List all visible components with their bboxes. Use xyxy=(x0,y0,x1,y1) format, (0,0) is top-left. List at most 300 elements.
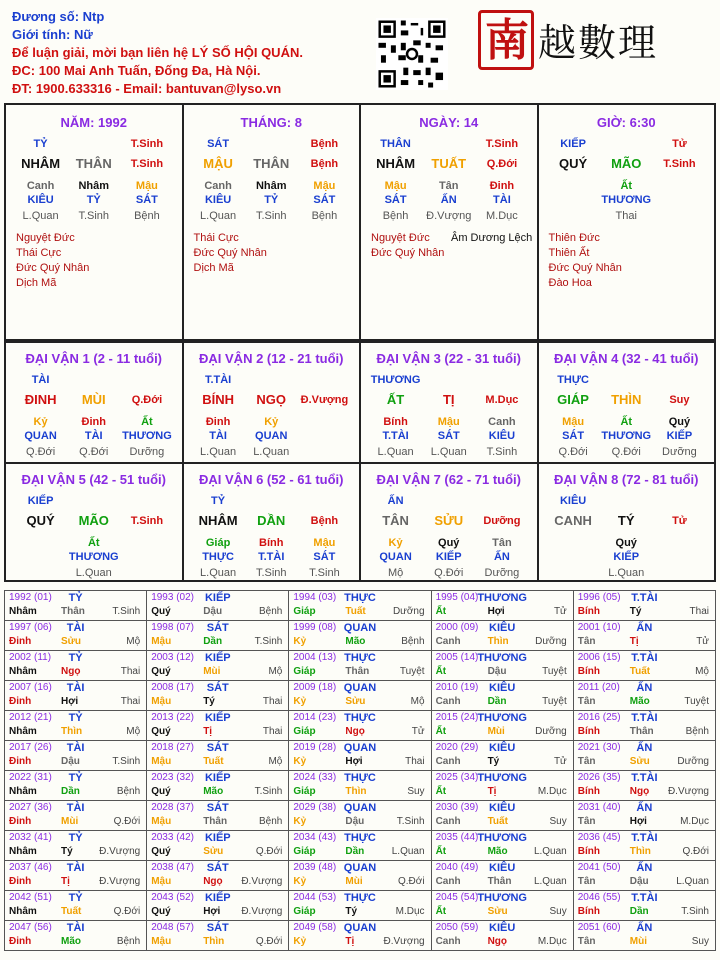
cell: T.TÀI xyxy=(258,551,285,563)
column-title: THÁNG: 8 xyxy=(240,115,302,130)
year-star: THỰC xyxy=(344,652,376,664)
row-r3 xyxy=(192,415,352,429)
year-label: 2028 (37) xyxy=(151,802,194,813)
year-stem: Giáp xyxy=(293,906,316,917)
year-phase: Q.Đới xyxy=(113,816,141,827)
star-item: Dịch Mã xyxy=(193,262,234,274)
year-branch: Mùi xyxy=(203,666,221,677)
year-branch: Dậu xyxy=(345,816,365,827)
cell: THÂN xyxy=(253,156,290,171)
cell: Suy xyxy=(669,394,690,406)
year-cell xyxy=(147,921,289,951)
year-branch: Sửu xyxy=(203,846,224,857)
year-star: T.TÀI xyxy=(631,712,658,724)
yearly-luck-table xyxy=(4,590,716,951)
address-line: ĐC: 100 Mai Anh Tuấn, Đống Đa, Hà Nội. xyxy=(12,63,261,78)
year-star: KIẾP xyxy=(204,892,231,904)
column-title: ĐẠI VẬN 6 (52 - 61 tuổi) xyxy=(199,472,344,487)
year-branch: Dần xyxy=(203,636,223,647)
year-stem: Mậu xyxy=(151,756,172,767)
year-branch: Mùi xyxy=(345,876,363,887)
row-r1 xyxy=(192,373,352,387)
year-phase: Đ.Vượng xyxy=(383,936,425,947)
dai-van-column xyxy=(539,464,715,580)
year-stem: Ất xyxy=(435,726,447,737)
year-phase: Mộ xyxy=(695,666,709,677)
cell xyxy=(653,209,706,223)
star-item: Dịch Mã xyxy=(16,277,57,289)
year-branch: Sửu xyxy=(487,906,508,917)
year-label: 2036 (45) xyxy=(577,832,621,843)
cell: ẤN xyxy=(387,495,404,507)
cell: L.Quan xyxy=(430,446,467,458)
year-cell xyxy=(5,801,147,831)
cell xyxy=(298,429,351,443)
year-stem: Bính xyxy=(577,846,600,857)
year-star: KIÊU xyxy=(489,682,516,694)
year-phase: Q.Đới xyxy=(255,846,283,857)
dai-van-column xyxy=(361,343,539,462)
year-label: 2022 (31) xyxy=(9,772,52,783)
year-star: THƯƠNG xyxy=(477,652,527,664)
year-phase: Thai xyxy=(262,696,283,707)
qr-code-icon[interactable] xyxy=(376,18,448,90)
year-cell xyxy=(147,711,289,741)
year-label: 2009 (18) xyxy=(293,682,337,693)
year-branch: Thân xyxy=(203,816,228,827)
cell: TỶ xyxy=(264,194,279,206)
year-branch: Mùi xyxy=(61,816,79,827)
cell: KIÊU xyxy=(204,194,232,206)
year-branch: Mão xyxy=(203,786,224,797)
year-label: 2011 (20) xyxy=(577,682,620,693)
column-title: ĐẠI VẬN 1 (2 - 11 tuổi) xyxy=(25,351,163,366)
cell: L.Quan xyxy=(377,446,414,458)
cell xyxy=(653,550,706,564)
year-branch: Sửu xyxy=(61,636,82,647)
cell: Kỷ xyxy=(264,416,279,428)
cell: THƯƠNG xyxy=(68,551,119,563)
year-label: 2027 (36) xyxy=(9,802,52,813)
row-r4 xyxy=(369,550,529,564)
dai-van-column xyxy=(6,464,184,580)
year-stem: Bính xyxy=(577,666,600,677)
cell xyxy=(120,566,173,580)
pillar-column xyxy=(539,105,715,339)
year-label: 2002 (11) xyxy=(9,652,52,663)
year-label: 2029 (38) xyxy=(293,802,337,813)
year-cell xyxy=(573,681,715,711)
row-r1 xyxy=(547,373,707,387)
year-stem: Đinh xyxy=(9,816,32,827)
cell xyxy=(547,193,600,207)
year-branch: Tị xyxy=(203,726,213,737)
year-star: QUAN xyxy=(343,742,377,754)
star-item: Thái Cực xyxy=(16,247,62,259)
cell xyxy=(547,550,600,564)
cell: TỊ xyxy=(442,392,455,407)
cell xyxy=(298,445,351,459)
year-phase: Bệnh xyxy=(685,726,709,737)
cell: Q.Đới xyxy=(558,446,588,458)
year-stem: Mậu xyxy=(151,816,172,827)
year-stem: Canh xyxy=(435,636,461,647)
row-r1 xyxy=(14,494,174,508)
year-stem: Quý xyxy=(151,906,171,917)
year-star: TÀI xyxy=(66,682,85,694)
cell: TỶ xyxy=(86,194,101,206)
year-label: 2032 (41) xyxy=(9,832,52,843)
row-r5 xyxy=(369,209,529,223)
year-star: TỶ xyxy=(68,772,83,784)
year-branch: Hợi xyxy=(487,606,505,617)
cell: L.Quan xyxy=(253,446,290,458)
cell: KIẾP xyxy=(27,495,54,507)
year-phase: Dưỡng xyxy=(392,606,425,617)
cell: Đ.Vượng xyxy=(300,394,349,406)
cell: T.Sinh xyxy=(130,158,164,170)
cell: L.Quan xyxy=(22,210,59,222)
year-phase: T.Sinh xyxy=(254,636,283,647)
cell: M.Dục xyxy=(486,210,518,222)
cell: M.Dục xyxy=(485,394,519,406)
year-star: THỰC xyxy=(344,592,376,604)
table-row xyxy=(5,651,716,681)
cell: Bệnh xyxy=(310,515,339,527)
year-branch: Hợi xyxy=(61,696,79,707)
year-star: SÁT xyxy=(206,622,229,634)
table-row xyxy=(5,741,716,771)
cell: TÂN xyxy=(382,513,409,528)
year-phase: T.Sinh xyxy=(681,906,709,917)
year-stem: Canh xyxy=(435,876,461,887)
year-label: 1993 (02) xyxy=(151,592,194,603)
year-star: KIẾP xyxy=(204,592,231,604)
row-r2 xyxy=(547,514,707,528)
row-r2 xyxy=(14,393,174,407)
year-stem: Nhâm xyxy=(9,906,37,917)
year-star: THƯƠNG xyxy=(477,772,527,784)
column-title: ĐẠI VẬN 3 (22 - 31 tuổi) xyxy=(376,351,521,366)
table-row xyxy=(5,621,716,651)
year-label: 2037 (46) xyxy=(9,862,52,873)
year-star: KIẾP xyxy=(204,712,231,724)
year-cell xyxy=(5,681,147,711)
year-stem: Quý xyxy=(151,786,171,797)
year-star: TÀI xyxy=(66,802,85,814)
year-stem: Giáp xyxy=(293,786,316,797)
year-stem: Nhâm xyxy=(9,606,37,617)
cell xyxy=(245,137,298,151)
year-star: SÁT xyxy=(206,922,229,934)
cell xyxy=(653,373,706,387)
year-cell xyxy=(289,801,431,831)
cell: T.Sinh xyxy=(130,138,164,150)
cell: NGỌ xyxy=(256,392,287,407)
cell: Nhâm xyxy=(78,180,110,192)
year-cell xyxy=(573,831,715,861)
cell: Quý xyxy=(668,416,691,428)
stars-list xyxy=(549,231,622,291)
year-stem: Mậu xyxy=(151,696,172,707)
cell: TÀI xyxy=(493,194,511,206)
row-r2 xyxy=(192,393,352,407)
year-cell xyxy=(431,591,573,621)
year-star: KIÊU xyxy=(489,742,516,754)
year-cell xyxy=(147,741,289,771)
year-cell xyxy=(5,831,147,861)
year-cell xyxy=(573,801,715,831)
year-branch: Tuất xyxy=(629,666,651,677)
year-phase: Q.Đới xyxy=(682,846,709,857)
cell: T.Sinh xyxy=(309,567,340,579)
row-r4 xyxy=(369,429,529,443)
year-branch: Mùi xyxy=(629,936,647,947)
cell xyxy=(120,550,173,564)
row-r1 xyxy=(369,373,529,387)
year-label: 2051 (60) xyxy=(577,922,621,933)
year-star: TÀI xyxy=(66,862,85,874)
year-cell xyxy=(431,771,573,801)
year-branch: Thân xyxy=(629,726,654,737)
year-branch: Thân xyxy=(61,606,85,617)
year-stem: Nhâm xyxy=(9,786,37,797)
table-row xyxy=(5,831,716,861)
column-title: GIỜ: 6:30 xyxy=(596,115,656,130)
year-star: QUAN xyxy=(343,622,377,634)
year-branch: Hợi xyxy=(203,906,221,917)
year-phase: Đ.Vượng xyxy=(99,846,141,857)
year-stem: Đinh xyxy=(9,936,32,947)
cell: MÃO xyxy=(78,513,109,528)
year-stem: Canh xyxy=(435,816,461,827)
year-label: 2021 (30) xyxy=(577,742,621,753)
year-cell xyxy=(573,861,715,891)
year-cell xyxy=(147,651,289,681)
year-stem: Tân xyxy=(577,756,596,767)
year-branch: Mùi xyxy=(487,726,505,737)
year-cell xyxy=(573,621,715,651)
cell xyxy=(67,137,120,151)
row-r5 xyxy=(192,566,352,580)
cell: QUAN xyxy=(379,551,412,563)
cell: SÁT xyxy=(207,138,230,150)
year-label: 2042 (51) xyxy=(9,892,52,903)
year-stem: Kỷ xyxy=(293,816,307,827)
cell: Tân xyxy=(492,537,512,549)
year-star: TỶ xyxy=(68,832,83,844)
cell: ẤN xyxy=(493,551,510,563)
year-label: 2013 (22) xyxy=(151,712,194,723)
cell: Bệnh xyxy=(310,138,339,150)
cell: Nhâm xyxy=(255,180,287,192)
year-phase: Mộ xyxy=(126,726,141,737)
cell: TÀI xyxy=(31,374,50,386)
cell xyxy=(600,137,653,151)
cell: QUÝ xyxy=(26,513,55,528)
row-r3 xyxy=(369,536,529,550)
cell: SÁT xyxy=(313,551,336,563)
year-label: 2004 (13) xyxy=(293,652,337,663)
cell: DẦN xyxy=(257,513,286,528)
year-branch: Hợi xyxy=(345,756,363,767)
year-cell xyxy=(5,741,147,771)
cell: Mậu xyxy=(135,180,158,192)
year-label: 2035 (44) xyxy=(435,832,479,843)
year-stem: Ất xyxy=(435,666,447,677)
year-phase: L.Quan xyxy=(533,876,567,887)
four-pillars-panel xyxy=(4,103,716,341)
year-label: 2018 (27) xyxy=(151,742,194,753)
row-r5 xyxy=(192,445,352,459)
year-stem: Tân xyxy=(577,636,596,647)
row-r2 xyxy=(192,514,352,528)
cell xyxy=(547,179,600,193)
year-star: QUAN xyxy=(343,862,377,874)
year-label: 2005 (14) xyxy=(435,652,479,663)
row-r3 xyxy=(14,415,174,429)
year-label: 1992 (01) xyxy=(9,592,52,603)
row-r4 xyxy=(14,550,174,564)
year-label: 2019 (28) xyxy=(293,742,337,753)
year-star: THƯƠNG xyxy=(477,712,527,724)
star-item: Đức Quý Nhân xyxy=(16,262,90,274)
cell: T.Sinh xyxy=(663,158,696,170)
year-branch: Thìn xyxy=(61,726,83,737)
year-star: THƯƠNG xyxy=(477,592,527,604)
year-stem: Nhâm xyxy=(9,846,37,857)
year-stem: Quý xyxy=(151,726,171,737)
year-branch: Tị xyxy=(629,636,639,647)
cell: Dưỡng xyxy=(484,567,520,579)
year-phase: Đ.Vượng xyxy=(241,876,283,887)
cell xyxy=(475,494,528,508)
cell xyxy=(298,415,351,429)
star-item: Thiên Ất xyxy=(548,247,590,259)
year-star: THƯƠNG xyxy=(477,892,527,904)
year-cell xyxy=(431,801,573,831)
year-star: SÁT xyxy=(206,742,229,754)
cell: KIẾP xyxy=(666,430,693,442)
cell xyxy=(600,373,653,387)
row-r3 xyxy=(547,179,707,193)
year-cell xyxy=(431,891,573,921)
year-branch: Ngọ xyxy=(487,936,508,947)
year-cell xyxy=(431,741,573,771)
year-label: 1997 (06) xyxy=(9,622,52,633)
year-label: 1998 (07) xyxy=(151,622,194,633)
year-label: 2049 (58) xyxy=(293,922,337,933)
year-stem: Quý xyxy=(151,666,171,677)
cell xyxy=(653,179,706,193)
cell xyxy=(14,566,67,580)
cell: Ất xyxy=(87,537,100,549)
cell: Q.Đới xyxy=(434,567,464,579)
year-star: KIẾP xyxy=(204,772,231,784)
cell xyxy=(653,193,706,207)
column-title: ĐẠI VẬN 8 (72 - 81 tuổi) xyxy=(554,472,699,487)
column-title: NĂM: 1992 xyxy=(60,115,127,130)
cell: Đinh xyxy=(81,416,106,428)
cell: ẤT xyxy=(386,392,405,407)
year-stem: Kỷ xyxy=(293,936,307,947)
cell: T.Sinh xyxy=(78,210,110,222)
row-r1 xyxy=(369,494,529,508)
year-star: THỰC xyxy=(344,712,376,724)
year-star: ẤN xyxy=(636,622,653,634)
cell: Kỷ xyxy=(388,537,403,549)
year-cell xyxy=(289,591,431,621)
year-cell xyxy=(5,921,147,951)
cell: MẬU xyxy=(203,156,233,171)
year-phase: Đ.Vượng xyxy=(241,906,283,917)
year-stem: Đinh xyxy=(9,636,32,647)
year-phase: L.Quan xyxy=(676,876,709,887)
year-phase: Tuyệt xyxy=(399,666,425,677)
cell: Bệnh xyxy=(134,210,160,222)
cell: Giáp xyxy=(205,537,231,549)
year-label: 2014 (23) xyxy=(293,712,337,723)
year-branch: Mão xyxy=(629,696,650,707)
year-star: SÁT xyxy=(206,802,229,814)
year-label: 1996 (05) xyxy=(577,592,621,603)
year-star: THỰC xyxy=(344,772,376,784)
year-star: SÁT xyxy=(206,862,229,874)
cell: Ất xyxy=(620,416,633,428)
year-star: KIÊU xyxy=(489,862,516,874)
year-cell xyxy=(573,921,715,951)
column-title: NGÀY: 14 xyxy=(419,115,479,130)
year-star: SÁT xyxy=(206,682,229,694)
year-branch: Dậu xyxy=(61,756,80,767)
cell: QUAN xyxy=(24,430,57,442)
cell: KIÊU xyxy=(488,430,516,442)
year-cell xyxy=(431,651,573,681)
table-row xyxy=(5,921,716,951)
column-title: ĐẠI VẬN 4 (32 - 41 tuổi) xyxy=(554,351,699,366)
year-star: QUAN xyxy=(343,922,377,934)
cell: Mậu xyxy=(313,180,336,192)
year-label: 2016 (25) xyxy=(577,712,621,723)
dai-van-column xyxy=(184,464,362,580)
year-branch: Thìn xyxy=(487,636,509,647)
year-phase: Bệnh xyxy=(259,606,283,617)
year-cell xyxy=(573,891,715,921)
year-star: KIÊU xyxy=(489,802,516,814)
row-r1 xyxy=(547,494,707,508)
dai-van-column xyxy=(6,343,184,462)
cell: Q.Đới xyxy=(131,394,163,406)
year-cell xyxy=(431,831,573,861)
stars-list xyxy=(194,231,267,276)
year-branch: Dần xyxy=(61,786,80,797)
year-stem: Ất xyxy=(435,846,447,857)
table-row xyxy=(5,711,716,741)
year-star: ẤN xyxy=(636,682,653,694)
year-cell xyxy=(431,711,573,741)
cell: Canh xyxy=(204,180,232,192)
cell: THỰC xyxy=(557,374,589,386)
year-stem: Kỷ xyxy=(293,636,307,647)
year-label: 2010 (19) xyxy=(435,682,479,693)
year-cell xyxy=(147,591,289,621)
year-branch: Sửu xyxy=(629,756,650,767)
year-star: QUAN xyxy=(343,802,377,814)
star-item: Âm Dương Lệch xyxy=(451,232,533,244)
row-r4 xyxy=(14,193,174,207)
row-r1 xyxy=(369,137,529,151)
year-stem: Nhâm xyxy=(9,666,37,677)
